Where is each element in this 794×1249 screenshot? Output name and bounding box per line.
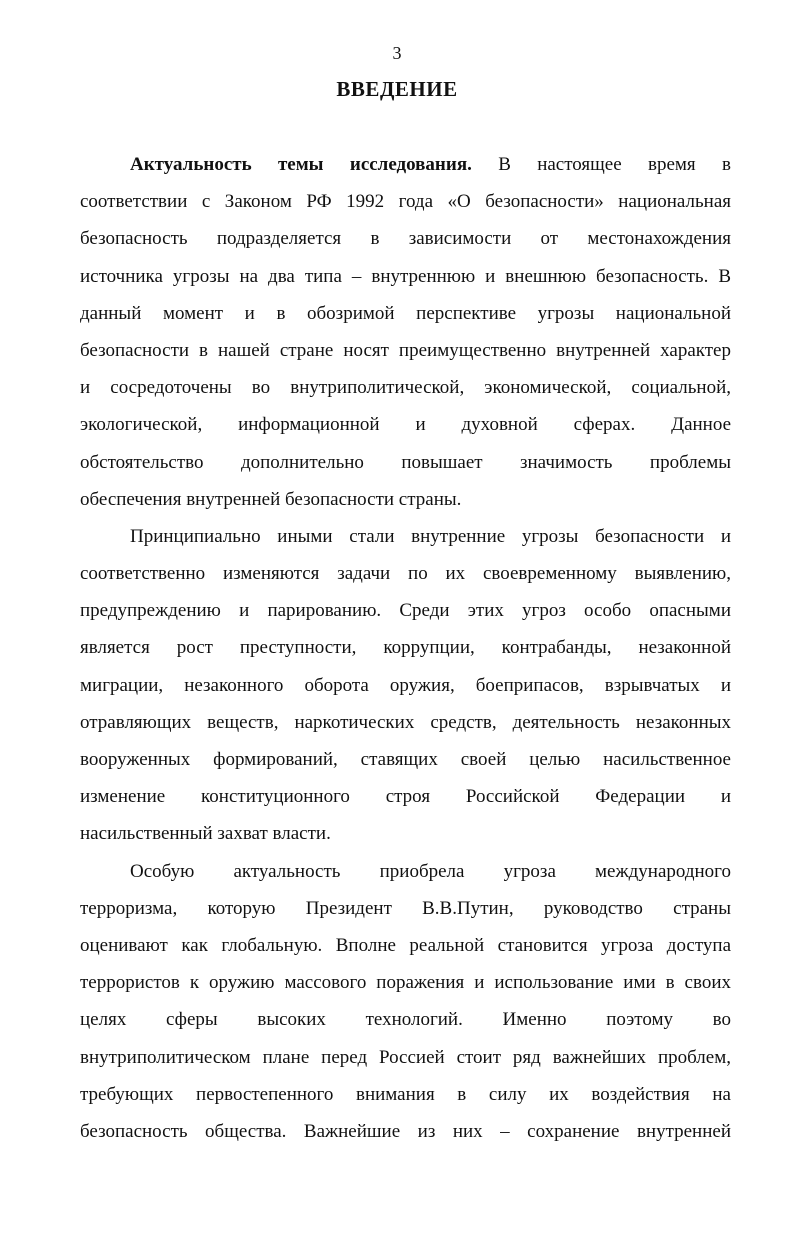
text-line: соответственно изменяются задачи по их своевременному выявлению,: [80, 563, 731, 585]
text-line: Принципиально иными стали внутренние угрозы безопасности и: [130, 525, 731, 547]
text-line: террористов к оружию массового поражения и использование ими в своих: [80, 972, 731, 994]
text-line: экологической, информационной и духовной сферах. Данное: [80, 414, 731, 436]
text-line: отравляющих веществ, наркотических средств, деятельность незаконных: [80, 711, 731, 733]
text-line: обстоятельство дополнительно повышает значимость проблемы: [80, 451, 731, 473]
text-line: терроризма, которую Президент В.В.Путин, руководство страны: [80, 897, 731, 919]
text-line: соответствии с Законом РФ 1992 года «О безопасности» национальная: [80, 191, 731, 213]
text-line: безопасность подразделяется в зависимости от местонахождения: [80, 228, 731, 250]
paragraph-relevance: [80, 146, 731, 518]
text-line: миграции, незаконного оборота оружия, боеприпасов, взрывчатых и: [80, 674, 731, 696]
text-line: обеспечения внутренней безопасности страны.: [80, 488, 462, 510]
page-number: 3: [392, 43, 402, 63]
text-line: внутриполитическом плане перед Россией стоит ряд важнейших проблем,: [80, 1046, 731, 1068]
paragraph-internal-threats: [80, 518, 731, 853]
text-line: [80, 146, 731, 183]
text-line: оценивают как глобальную. Вполне реальной становится угроза доступа: [80, 934, 731, 956]
section-lead: Актуальность темы исследования.: [130, 154, 472, 175]
text-line: является рост преступности, коррупции, контрабанды, незаконной: [80, 637, 731, 659]
text-line: и сосредоточены во внутриполитической, экономической, социальной,: [80, 377, 731, 399]
text-line: безопасность общества. Важнейшие из них – сохранение внутренней: [80, 1120, 731, 1142]
text-line: Особую актуальность приобрела угроза международного: [130, 860, 731, 882]
text-line: целях сферы высоких технологий. Именно поэтому во: [80, 1009, 731, 1031]
text-line: источника угрозы на два типа – внутреннюю и внешнюю безопасность. В: [80, 265, 731, 287]
text-line: предупреждению и парированию. Среди этих угроз особо опасными: [80, 600, 731, 622]
text-line-rest: В настоящее время в: [471, 154, 731, 175]
document-body: [80, 146, 731, 1150]
text-line: насильственный захват власти.: [80, 823, 331, 845]
page-title: ВВЕДЕНИЕ: [336, 77, 458, 101]
text-line: требующих первостепенного внимания в силу их воздействия на: [80, 1083, 731, 1105]
text-line: данный момент и в обозримой перспективе угрозы национальной: [80, 302, 731, 324]
text-line: безопасности в нашей стране носят преимущественно внутренней характер: [80, 339, 731, 361]
text-line: вооруженных формирований, ставящих своей целью насильственное: [80, 749, 731, 770]
paragraph-terrorism: [80, 853, 731, 1151]
text-line: изменение конституционного строя Российской Федерации и: [80, 786, 731, 808]
